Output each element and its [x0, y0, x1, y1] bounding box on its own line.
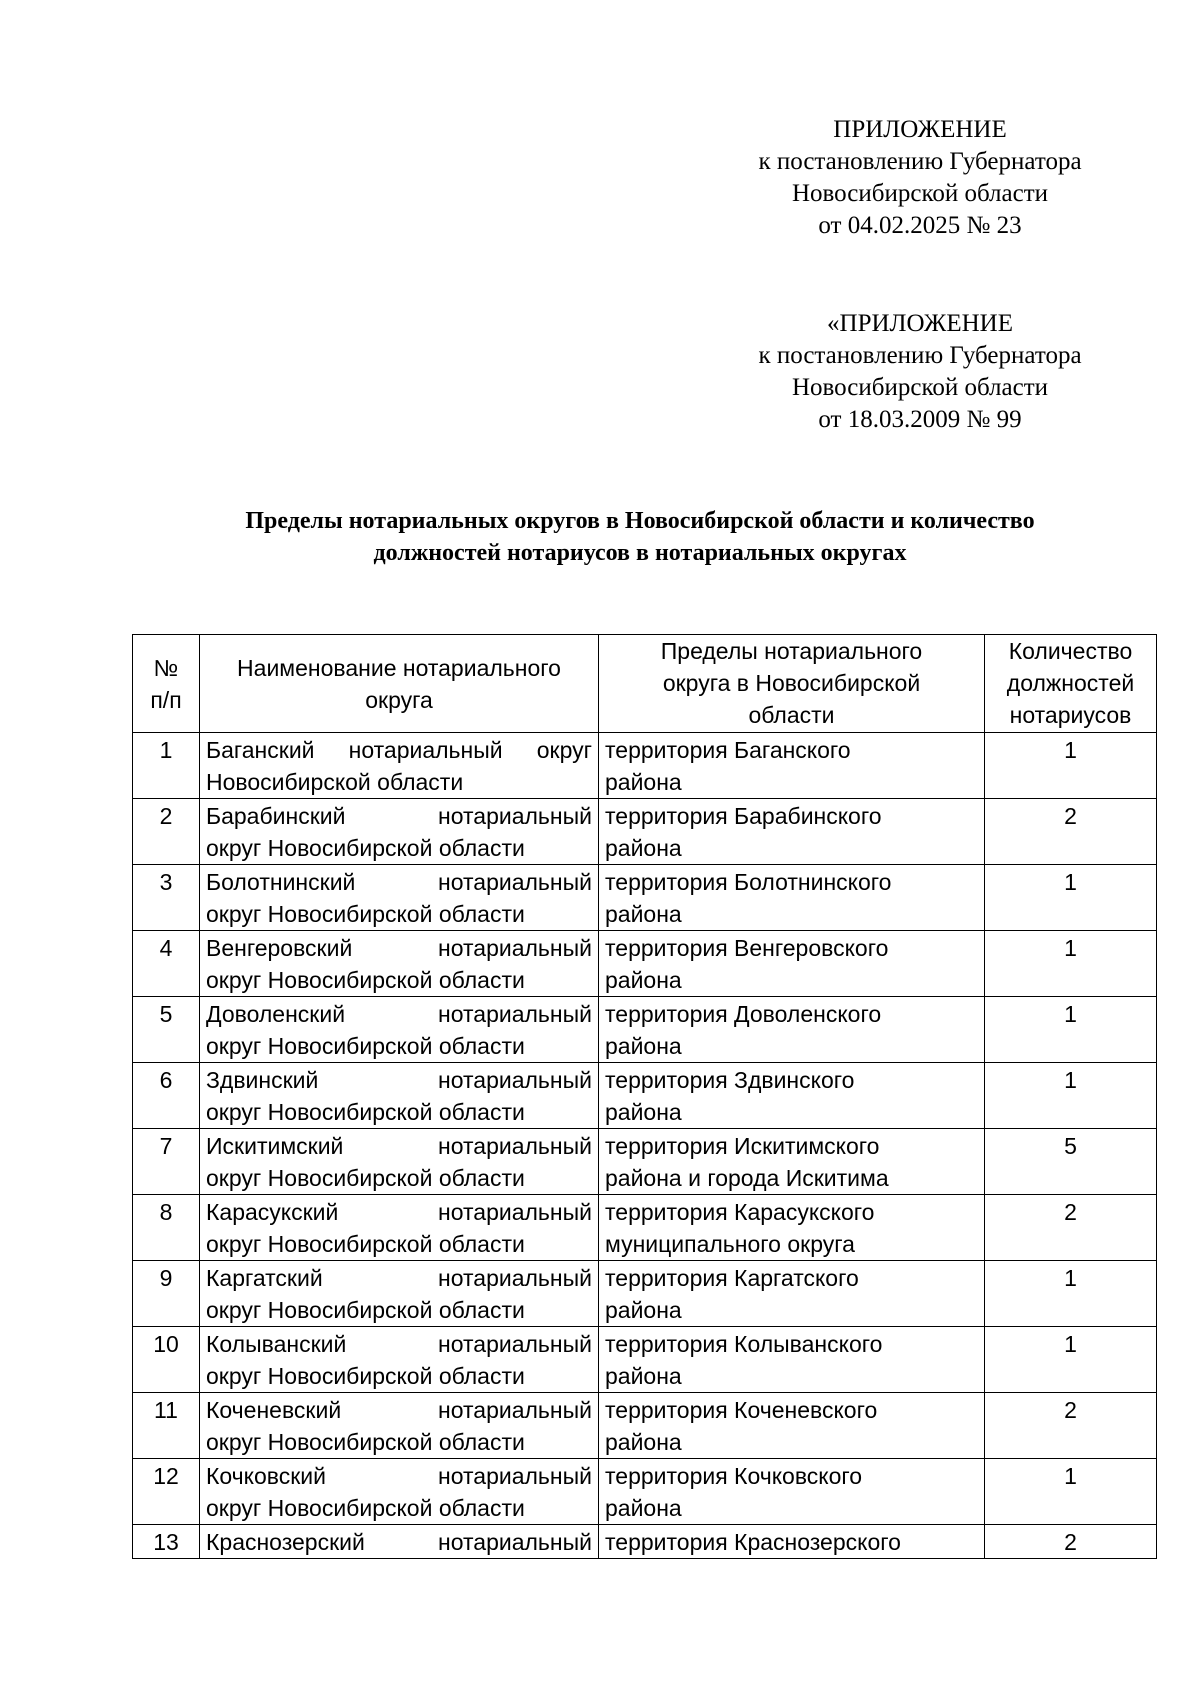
district-name-line: Колыванский нотариальный	[206, 1331, 592, 1357]
row-district-limits	[599, 1459, 985, 1525]
appendix-header-current	[700, 114, 1140, 242]
district-limits-line: территория Колыванского	[605, 1331, 883, 1357]
district-name-line: Доволенский нотариальный	[206, 1001, 592, 1027]
row-notary-count: 5	[985, 1129, 1157, 1195]
row-district-name	[200, 1129, 599, 1195]
notary-districts-table	[132, 634, 1157, 1559]
table-row	[133, 997, 1157, 1063]
district-limits-line: территория Барабинского	[605, 803, 882, 829]
table-row	[133, 1261, 1157, 1327]
district-limits-line: территория Болотнинского	[605, 869, 892, 895]
district-name-line: Искитимский нотариальный	[206, 1133, 592, 1159]
row-number: 9	[133, 1261, 200, 1327]
table-row	[133, 865, 1157, 931]
header-limits-line: области	[748, 702, 835, 728]
header-count-line: Количество	[1008, 638, 1133, 664]
row-number: 8	[133, 1195, 200, 1261]
row-district-limits	[599, 865, 985, 931]
table-row	[133, 1063, 1157, 1129]
district-limits-line: района	[605, 769, 682, 795]
row-district-name	[200, 997, 599, 1063]
table-row	[133, 1327, 1157, 1393]
header-count-line: должностей	[1006, 670, 1135, 696]
district-name-line: Здвинский нотариальный	[206, 1067, 592, 1093]
header-district-limits	[599, 635, 985, 733]
table-row	[133, 799, 1157, 865]
row-district-name	[200, 1063, 599, 1129]
row-district-limits	[599, 733, 985, 799]
row-district-limits	[599, 1261, 985, 1327]
table-row	[133, 1129, 1157, 1195]
row-notary-count: 1	[985, 997, 1157, 1063]
row-district-name	[200, 1195, 599, 1261]
district-limits-line: территория Краснозерского	[605, 1529, 901, 1555]
district-limits-line: района	[605, 1297, 682, 1323]
document-title	[120, 505, 1160, 569]
row-district-name	[200, 1261, 599, 1327]
header-limits-line: округа в Новосибирской	[662, 670, 921, 696]
district-limits-line: района и города Искитима	[605, 1165, 889, 1191]
row-number: 2	[133, 799, 200, 865]
district-limits-line: района	[605, 1033, 682, 1059]
row-number: 6	[133, 1063, 200, 1129]
row-notary-count: 1	[985, 1063, 1157, 1129]
appendix-label: «ПРИЛОЖЕНИЕ	[827, 310, 1013, 337]
table-row	[133, 1525, 1157, 1559]
row-number: 5	[133, 997, 200, 1063]
row-notary-count: 1	[985, 931, 1157, 997]
district-limits-line: района	[605, 1363, 682, 1389]
document-title-line: Пределы нотариальных округов в Новосибирской области и количество	[245, 508, 1035, 534]
row-district-limits	[599, 931, 985, 997]
row-district-name	[200, 733, 599, 799]
district-name-line: Краснозерский нотариальный	[206, 1529, 592, 1555]
header-count-line: нотариусов	[1009, 702, 1132, 728]
district-limits-line: территория Кочковского	[605, 1463, 863, 1489]
district-name-line: округ Новосибирской области	[206, 1495, 525, 1521]
row-district-name	[200, 1393, 599, 1459]
appendix-region: Новосибирской области	[791, 374, 1049, 401]
district-name-line: Венгеровский нотариальный	[206, 935, 592, 961]
table-row	[133, 733, 1157, 799]
district-name-line: Баганский нотариальный округ	[206, 737, 592, 763]
district-limits-line: района	[605, 835, 682, 861]
district-limits-line: территория Искитимского	[605, 1133, 880, 1159]
row-district-name	[200, 931, 599, 997]
row-district-limits	[599, 997, 985, 1063]
appendix-decree-ref: к постановлению Губернатора	[758, 148, 1082, 175]
district-name-line: Кочковский нотариальный	[206, 1463, 592, 1489]
row-district-limits	[599, 799, 985, 865]
header-number	[133, 635, 200, 733]
district-name-line: Коченевский нотариальный	[206, 1397, 592, 1423]
header-name-line: Наименование нотариального	[237, 654, 561, 681]
district-limits-line: муниципального округа	[605, 1231, 855, 1257]
table-row	[133, 1459, 1157, 1525]
row-district-name	[200, 865, 599, 931]
district-name-line: Новосибирской области	[206, 769, 464, 795]
row-notary-count: 1	[985, 733, 1157, 799]
row-number: 13	[133, 1525, 200, 1559]
table-header-row	[133, 635, 1157, 733]
header-number-line: №	[153, 654, 179, 681]
district-name-line: округ Новосибирской области	[206, 1429, 525, 1455]
row-number: 4	[133, 931, 200, 997]
row-number: 12	[133, 1459, 200, 1525]
document-title-line: должностей нотариусов в нотариальных округах	[373, 540, 907, 566]
appendix-region: Новосибирской области	[791, 180, 1049, 207]
row-number: 3	[133, 865, 200, 931]
row-district-name	[200, 1459, 599, 1525]
row-number: 1	[133, 733, 200, 799]
district-name-line: округ Новосибирской области	[206, 1231, 525, 1257]
row-district-name	[200, 799, 599, 865]
district-name-line: округ Новосибирской области	[206, 967, 525, 993]
header-number-line: п/п	[150, 686, 182, 713]
row-district-limits	[599, 1129, 985, 1195]
row-notary-count: 2	[985, 1195, 1157, 1261]
row-notary-count: 2	[985, 1393, 1157, 1459]
row-notary-count: 2	[985, 799, 1157, 865]
district-name-line: Карасукский нотариальный	[206, 1199, 592, 1225]
table-row	[133, 931, 1157, 997]
district-limits-line: района	[605, 1495, 682, 1521]
table-row	[133, 1195, 1157, 1261]
district-limits-line: территория Коченевского	[605, 1397, 878, 1423]
district-limits-line: территория Здвинского	[605, 1067, 855, 1093]
district-name-line: округ Новосибирской области	[206, 1099, 525, 1125]
district-name-line: округ Новосибирской области	[206, 901, 525, 927]
row-notary-count: 2	[985, 1525, 1157, 1559]
row-district-limits	[599, 1063, 985, 1129]
row-district-name	[200, 1327, 599, 1393]
district-name-line: Болотнинский нотариальный	[206, 869, 592, 895]
district-name-line: округ Новосибирской области	[206, 1033, 525, 1059]
district-limits-line: территория Каргатского	[605, 1265, 859, 1291]
district-limits-line: территория Доволенского	[605, 1001, 882, 1027]
district-name-line: Каргатский нотариальный	[206, 1265, 592, 1291]
row-district-limits	[599, 1327, 985, 1393]
district-limits-line: территория Баганского	[605, 737, 851, 763]
district-name-line: Барабинский нотариальный	[206, 803, 592, 829]
district-name-line: округ Новосибирской области	[206, 1165, 525, 1191]
district-limits-line: района	[605, 1099, 682, 1125]
header-district-name	[200, 635, 599, 733]
appendix-date-number: от 18.03.2009 № 99	[818, 406, 1022, 433]
row-district-limits	[599, 1195, 985, 1261]
appendix-decree-ref: к постановлению Губернатора	[758, 342, 1082, 369]
district-limits-line: района	[605, 1429, 682, 1455]
district-limits-line: территория Венгеровского	[605, 935, 889, 961]
district-limits-line: района	[605, 901, 682, 927]
district-name-line: округ Новосибирской области	[206, 1363, 525, 1389]
row-notary-count: 1	[985, 865, 1157, 931]
row-notary-count: 1	[985, 1459, 1157, 1525]
table-row	[133, 1393, 1157, 1459]
district-limits-line: района	[605, 967, 682, 993]
header-notary-count	[985, 635, 1157, 733]
row-district-limits	[599, 1393, 985, 1459]
row-notary-count: 1	[985, 1327, 1157, 1393]
district-name-line: округ Новосибирской области	[206, 835, 525, 861]
appendix-header-original	[700, 308, 1140, 436]
appendix-label: ПРИЛОЖЕНИЕ	[833, 116, 1007, 143]
header-name-line: округа	[365, 686, 433, 713]
row-district-limits	[599, 1525, 985, 1559]
row-number: 10	[133, 1327, 200, 1393]
district-limits-line: территория Карасукского	[605, 1199, 875, 1225]
appendix-date-number: от 04.02.2025 № 23	[818, 212, 1022, 239]
row-number: 11	[133, 1393, 200, 1459]
row-number: 7	[133, 1129, 200, 1195]
row-notary-count: 1	[985, 1261, 1157, 1327]
district-name-line: округ Новосибирской области	[206, 1297, 525, 1323]
header-limits-line: Пределы нотариального	[660, 638, 923, 664]
row-district-name	[200, 1525, 599, 1559]
